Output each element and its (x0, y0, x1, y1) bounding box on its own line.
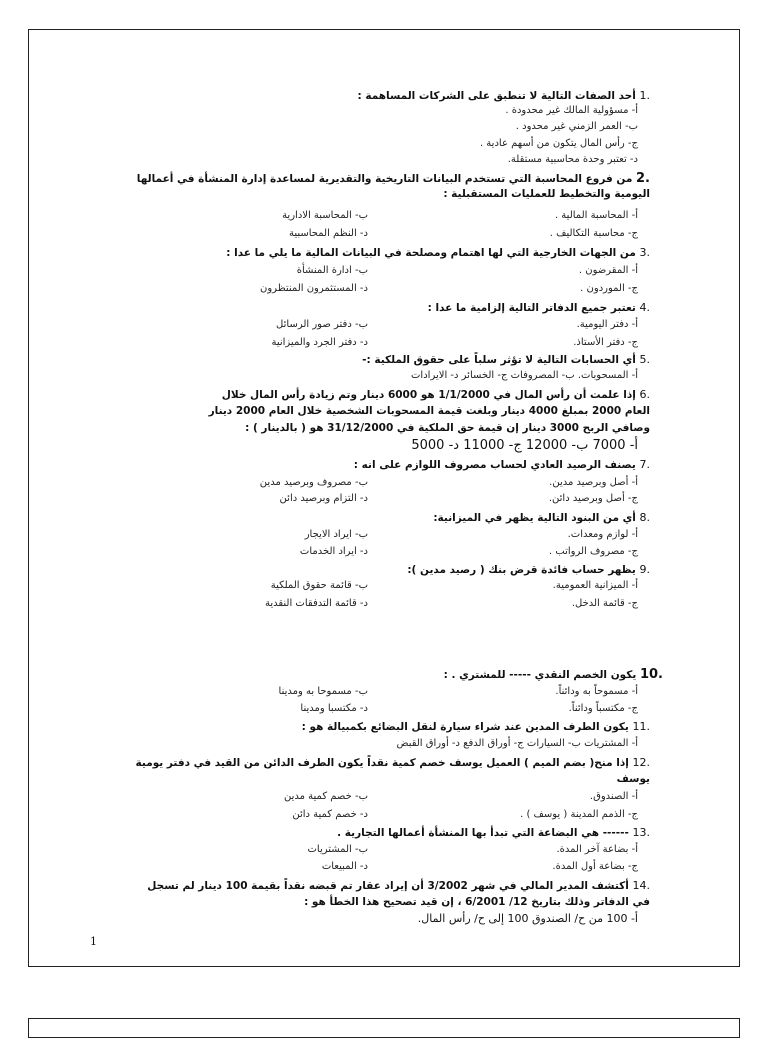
option-a: أ- مسموحاً به ودائناً. (555, 686, 638, 697)
question-text: من فروع المحاسبة التي تستخدم البيانات التاريخية والتقديرية لمساعدة إدارة المنشأة في أعمالها اليومية والتخطيط للعمليات المستقبلية : (136, 173, 650, 200)
option-b: ب- ايراد الايجار (304, 529, 368, 540)
option-b: ب- ادارة المنشأة (296, 265, 368, 276)
option-c: ج- مكتسباً ودائناً. (568, 703, 638, 714)
option-d: د- دفتر الجرد والميزانية (271, 337, 368, 348)
option-b: ب- مصروف وبرصيد مدين (259, 477, 368, 488)
option-b: ب- المحاسبة الادارية (282, 210, 368, 221)
option-d: د- قائمة التدفقات النقدية (264, 598, 368, 609)
option-a: أ- الميزانية العمومية. (552, 580, 638, 591)
option-d: د- مكتسبا ومدينا (300, 703, 368, 714)
question-2 (130, 171, 650, 202)
option-a: أ- الصندوق. (589, 791, 638, 802)
option-b: ب- العمر الزمني غير محدود . (515, 121, 638, 132)
question-12-line-2: يوسف (616, 773, 650, 785)
question-7 (354, 457, 650, 473)
option-c: ج- بضاعة أول المدة. (552, 861, 638, 872)
question-number: .10 (639, 667, 663, 682)
question-number: .5 (639, 353, 650, 366)
option-c: ج- الذمم المدينة ( يوسف ) . (520, 809, 638, 820)
options-row: أ- المسحوبات. ب- المصروفات ج- الخسائر د- الايرادات (411, 370, 638, 381)
question-3 (226, 245, 650, 261)
option-d: د- التزام وبرصيد دائن (279, 493, 368, 504)
question-10 (444, 667, 663, 683)
question-number: .7 (639, 458, 650, 471)
option-d: د- المستثمرون المنتظرون (260, 283, 368, 294)
question-text: أكتشف المدير المالي في شهر 3/2002 أن إيراد عقار تم قبضه نقداً بقيمة 100 دينار لم تسجل (147, 880, 629, 892)
options-row: أ- 7000 ب- 12000 ج- 11000 د- 5000 (411, 438, 638, 453)
option-c: ج- مصروف الرواتب . (548, 546, 638, 557)
question-number: .11 (632, 720, 650, 733)
question-text: يصنف الرصيد العادي لحساب مصروف اللوازم على انه : (353, 459, 636, 471)
option-d: د- خصم كمية دائن (292, 809, 368, 820)
option-a: أ- أصل وبرصيد مدين. (549, 477, 638, 488)
question-6 (222, 387, 650, 403)
option-c: ج- رأس المال يتكون من أسهم عادية . (479, 138, 638, 149)
question-5 (362, 352, 650, 368)
option-c: ج- قائمة الدخل. (571, 598, 638, 609)
option-a: أ- بضاعة آخر المدة. (556, 844, 638, 855)
question-14 (147, 878, 650, 894)
next-page-frame (28, 1018, 740, 1038)
question-6-line-2: العام 2000 بمبلغ 4000 دينار وبلغت قيمة المسحوبات الشخصية خلال العام 2000 دينار (208, 405, 650, 417)
option-b: ب- قائمة حقوق الملكية (270, 580, 368, 591)
question-number: .8 (639, 511, 650, 524)
option-c: ج- محاسبة التكاليف . (549, 228, 638, 239)
option-a: أ- المقرضون . (578, 265, 638, 276)
question-text: أي من البنود التالية يظهر في الميزانية: (433, 512, 636, 524)
question-text: أي الحسابات التالية لا تؤثر سلباً على حقوق الملكية :- (362, 354, 636, 366)
question-12 (136, 755, 650, 771)
question-6-line-3: وصافي الربح 3000 دينار إن قيمة حق الملكية في 31/12/2000 هو ( بالدينار ) : (245, 422, 650, 434)
option-b: ب- خصم كمية مدين (284, 791, 368, 802)
page-number: 1 (90, 935, 97, 948)
option-c: ج- دفتر الأستاذ. (573, 337, 638, 348)
question-text: من الجهات الخارجية التي لها اهتمام ومصلحة في البيانات المالية ما يلي ما عدا : (226, 247, 636, 259)
option-b: ب- مسموحا به ومدينا (278, 686, 368, 697)
question-number: .12 (632, 756, 650, 769)
question-text: يكون الطرف المدين عند شراء سيارة لنقل البضائع بكمبيالة هو : (301, 721, 629, 733)
question-text: أحد الصفات التالية لا تنطبق على الشركات المساهمة : (357, 90, 636, 102)
question-number: .9 (639, 563, 650, 576)
option-c: ج- أصل وبرصيد دائن. (548, 493, 638, 504)
question-number: .4 (639, 301, 650, 314)
question-number: .13 (632, 826, 650, 839)
options-row: أ- المشتريات ب- السيارات ج- أوراق الدفع د- أوراق القبض (396, 738, 638, 749)
question-text: إذا علمت أن رأس المال في 1/1/2000 هو 6000 دينار وتم زيادة رأس المال خلال (221, 389, 636, 401)
question-text: إذا منح( بضم الميم ) العميل يوسف خصم كمية نقداً يكون الطرف الدائن من القيد في دفتر يومية (135, 757, 629, 769)
option-a: أ- دفتر اليومية. (576, 319, 638, 330)
question-11 (302, 719, 650, 735)
question-number: .3 (639, 246, 650, 259)
question-4 (428, 300, 650, 316)
option-b: ب- دفتر صور الرسائل (276, 319, 368, 330)
option-d: د- المبيعات (321, 861, 368, 872)
option-d: د- تعتبر وحدة محاسبية مستقلة. (507, 154, 638, 165)
option-d: د- ايراد الخدمات (299, 546, 368, 557)
option-c: ج- الموردون . (580, 283, 638, 294)
question-text: ------ هي البضاعة التي تبدأ بها المنشأة أعمالها التجارية . (337, 827, 629, 839)
question-8 (433, 510, 650, 526)
option-a: أ- مسؤولية المالك غير محدودة . (505, 105, 638, 116)
option-a: أ- لوازم ومعدات. (567, 529, 638, 540)
option-d: د- النظم المحاسبية (288, 228, 368, 239)
option-b: ب- المشتريات (307, 844, 368, 855)
question-number: .6 (639, 388, 650, 401)
question-number: .1 (639, 89, 650, 102)
question-14-line-2: في الدفاتر وذلك بتاريخ 12/ 6/2001 ، إن قيد تصحيح هذا الخطأ هو : (304, 896, 650, 908)
question-13 (337, 825, 650, 841)
option-a: أ- 100 من ح/ الصندوق 100 إلى ح/ رأس المال. (417, 912, 638, 925)
question-number: .14 (632, 879, 650, 892)
question-text: يظهر حساب فائدة قرض بنك ( رصيد مدين ): (407, 564, 636, 576)
option-a: أ- المحاسبة المالية . (554, 210, 638, 221)
question-text: يكون الخصم النقدي ----- للمشتري . : (443, 669, 637, 681)
question-1 (358, 88, 651, 104)
question-text: تعتبر جميع الدفاتر التالية إلزامية ما عدا : (427, 302, 636, 314)
question-number: .2 (636, 171, 650, 186)
question-9 (407, 562, 650, 578)
